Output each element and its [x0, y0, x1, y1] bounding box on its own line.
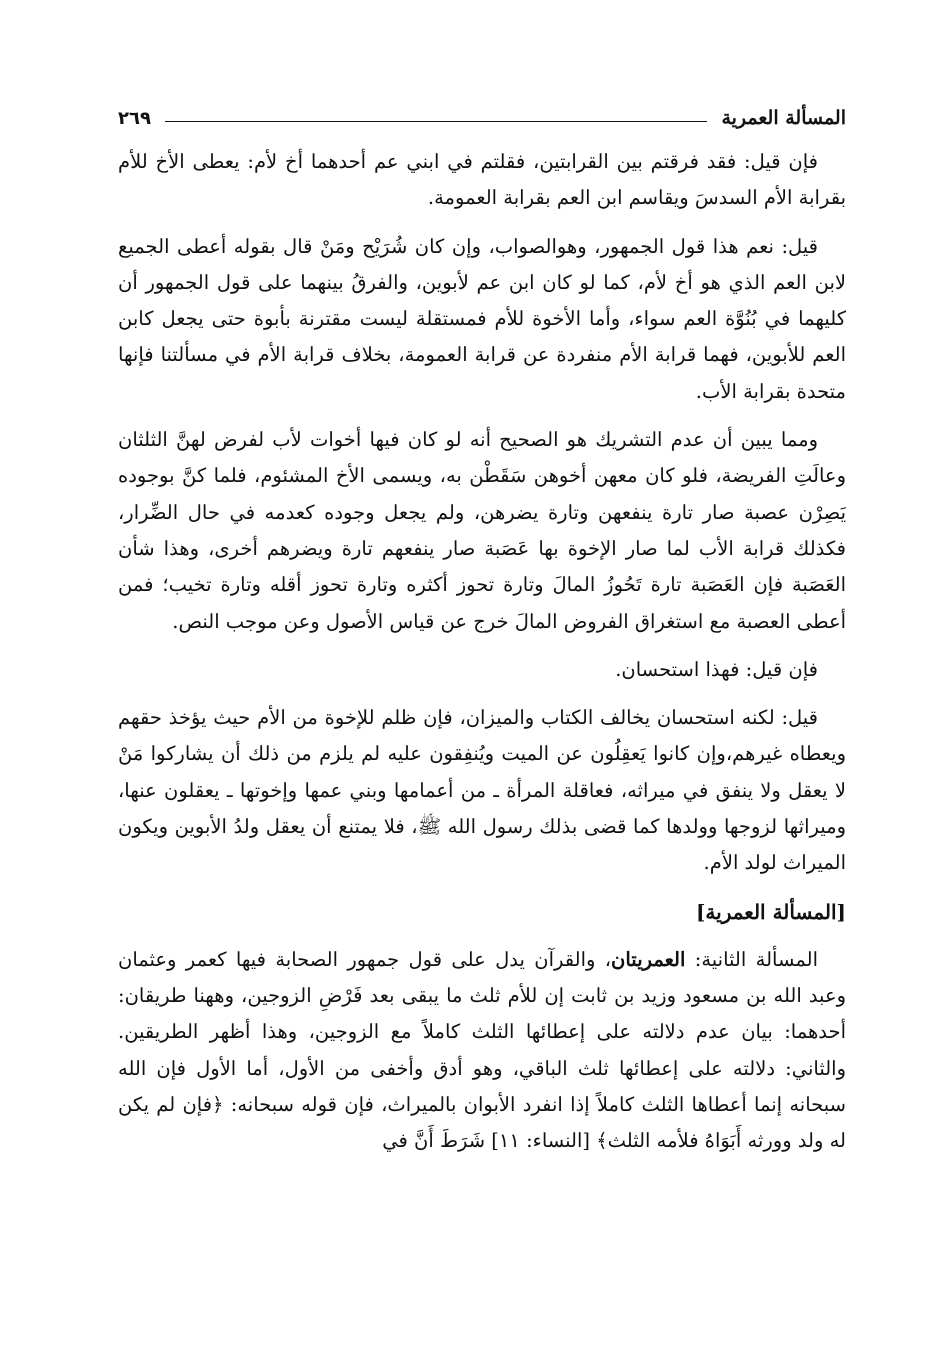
running-title: المسألة العمرية — [721, 107, 846, 129]
book-page — [118, 100, 846, 1159]
paragraph-reply-1: قيل: نعم هذا قول الجمهور، وهوالصواب، وإن كان شُرَيْح ومَنْ قال بقوله أعطى الجميع لابن العم الذي هو أخ لأم، كما لو كان ابن عم لأبوين، والفرقُ بينهما على قول الجمهور أن كليهما في بُنُوَّة العم سواء، وأما الأخوة للأم فمستقلة ليست مقترنة بأبوة حتى يجعل كابن العم للأبوين، فهما قرابة الأم منفردة عن قرابة العمومة، بخلاف قرابة الأم في مسألتنا فإنها متحدة بقرابة الأب. — [118, 234, 846, 403]
paragraph-objection-1: فإن قيل: فقد فرقتم بين القرابتين، فقلتم في ابني عم أحدهما أخ لأم: يعطى الأخ للأم بقرابة الأم السدسَ ويقاسم ابن العم بقرابة العمومة. — [118, 150, 846, 210]
paragraph-argument: ومما يبين أن عدم التشريك هو الصحيح أنه لو كان فيها أخوات لأب لفرض لهنَّ الثلثان وعالَتِ الفريضة، فلو كان معهن أخوهن سَقَطْن به، ويسمى الأخ المشئوم، فلما كنَّ بوجوده يَصِرْن عصبة صار تارة ينفعهن وتارة يضرهن، ولم يجعل وجوده كعدمه في حال الضِّرار، فكذلك قرابة الأب لما صار الإخوة بها عَصَبة صار ينفعهم تارة ويضرهم أخرى، وهذا شأن العَصَبة فإن العَصَبة تارة تَحُوزُ المالَ وتارة تحوز أكثره وتارة تحوز أقله وتارة تخيب؛ فمن أعطى العصبة مع استغراق الفروض المالَ خرج عن قياس الأصول وعن موجب النص. — [118, 428, 846, 633]
paragraph-objection-2: فإن قيل: فهذا استحسان. — [615, 657, 818, 681]
section-heading: [المسألة العمرية] — [695, 899, 846, 924]
paragraph-second-issue — [118, 942, 846, 1160]
running-header — [118, 100, 846, 136]
second-issue-text: ، والقرآن يدل على قول جمهور الصحابة فيها كعمر وعثمان وعبد الله بن مسعود وزيد بن ثابت إن للأم ثلث ما يبقى بعد فَرْضِ الزوجين، وههنا طريقان: أحدهما: بيان عدم دلالته على إعطائها الثلث كاملاً مع الزوجين، وهذا أظهر الطريقين. والثاني: دلالته على إعطائها ثلث الباقي، وهو أدق وأخفى من الأول، أما الأول فإن الله سبحانه إنما أعطاها الثلث كاملاً إذا انفرد الأبوان بالميراث، فإن قوله سبحانه: ﴿فإن لم يكن له ولد وورثه أَبَوَاهُ فلأمه الثلث﴾ [النساء: ١١] شَرَطَ أَنَّ في — [118, 947, 846, 1153]
header-rule — [165, 121, 707, 122]
paragraph-reply-2: قيل: لكنه استحسان يخالف الكتاب والميزان، فإن ظلم للإخوة من الأم حيث يؤخذ حقهم ويعطاه غيرهم،وإن كانوا يَعقِلُون عن الميت ويُنفِقون عليه لم يلزم من ذلك أن يشاركوا مَنْ لا يعقل ولا ينفق في ميراثه، فعاقلة المرأة ـ من أعمامها وبني عمها وإخوتها ـ يعقلون عنها، وميراثها لزوجها وولدها كما قضى بذلك رسول الله ﷺ، فلا يمتنع أن يعقل ولدُ الأبوين ويكون الميراث لولد الأم. — [118, 706, 846, 875]
second-issue-lead: المسألة الثانية: — [685, 947, 818, 971]
second-issue-term: العمريتان — [611, 947, 686, 971]
page-number: ٢٦٩ — [118, 107, 151, 129]
